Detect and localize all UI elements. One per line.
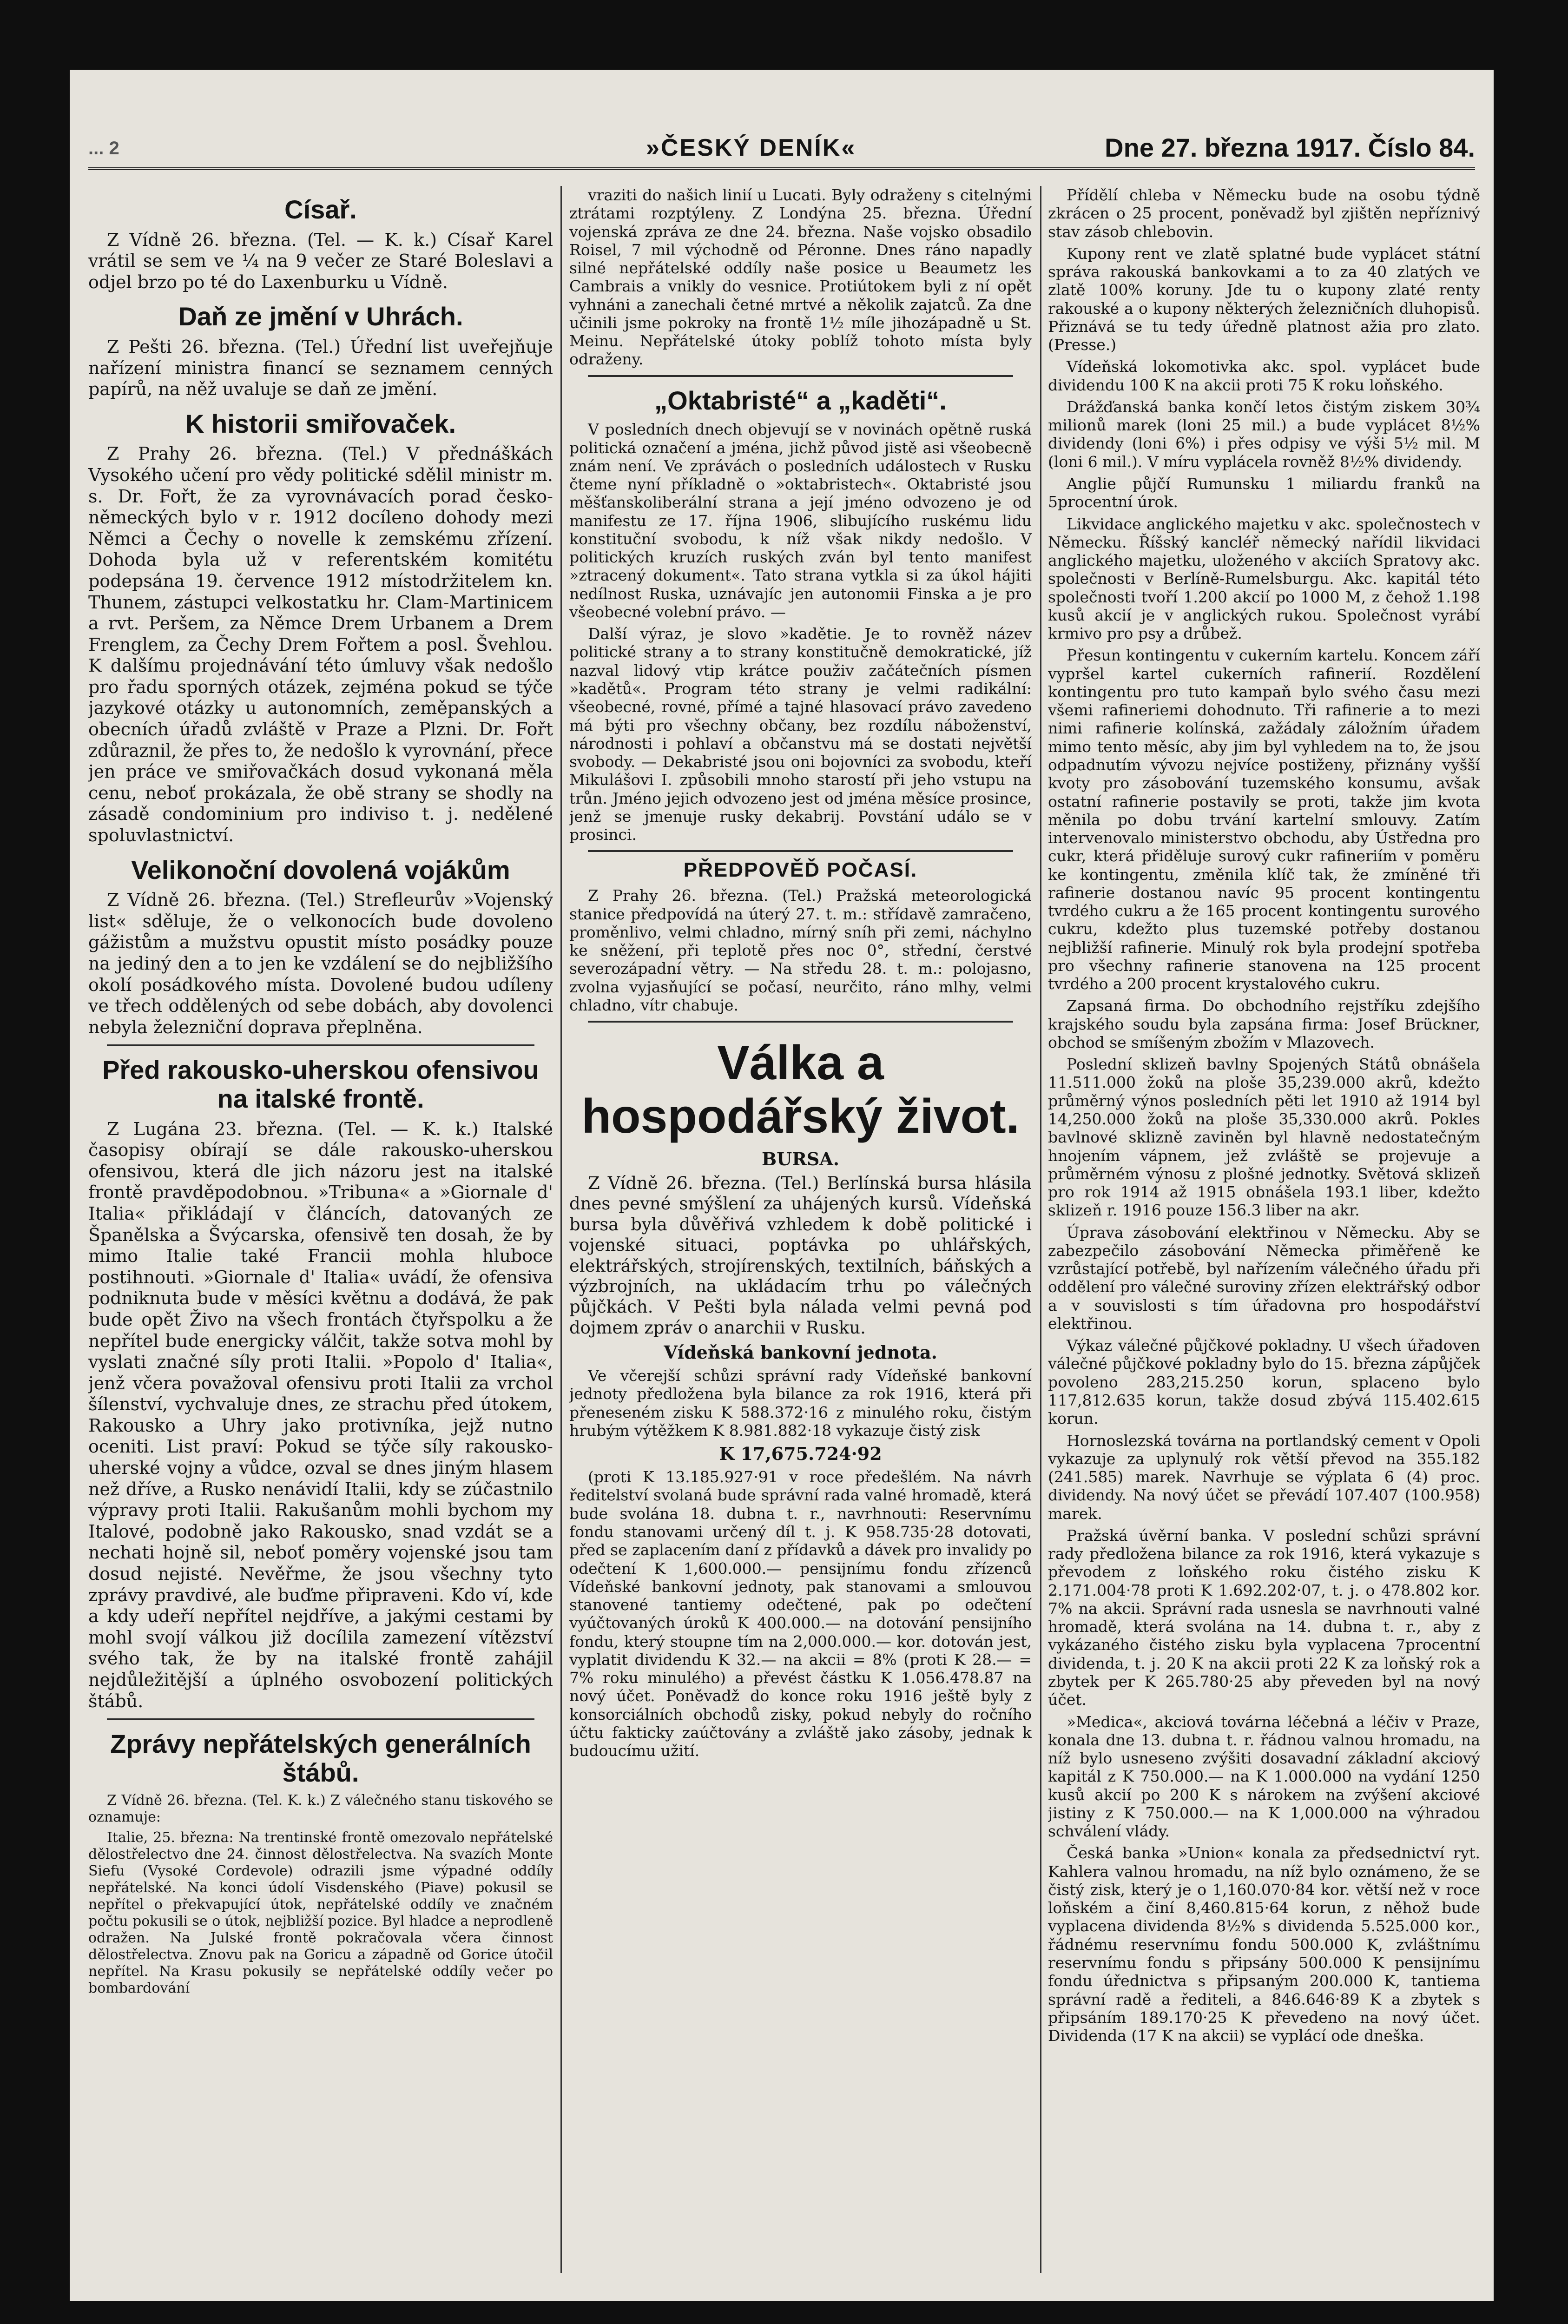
news-item: Zapsaná firma. Do obchodního rejstříku zdejšího krajského soudu byla zapsána firma: Josef Brückner, obchod se smíšeným zbožím v Mlazovech. (1048, 997, 1480, 1051)
article-text: Z Prahy 26. března. (Tel.) V přednáškách Vysokého učení pro vědy politické sdělil ministr m. s. Dr. Fořt, že za vyrovnávacích porad česko-německých bylo v r. 1912 docíleno dohody mezi Němci a Čechy o novelle k zemskému zřízení. Dohoda byla už v referentském komitétu podepsána 19. července 1912 místodržitelem kn. Thunem, zástupci velkostatku hr. Clam-Martinicem a rvt. Peršem, za Němce Drem Urbanem a Drem Frenglem, za Čechy Drem Fořtem a posl. Švehlou. K dalšímu projednávání této úmluvy však nedošlo pro řadu sporných otázek, zejména pokud se týče jazykové otázky u autonomních, zeměpanských a obecních úřadů zvláště v Praze a Plzni. Dr. Fořt zdůraznil, že přes to, že nedošlo k vyrovnání, přece jen práce ve smiřovačkách dosud vykonaná měla cenu, neboť prokázala, že obě strany se shodly na zásadě condominium pro indiviso t. j. nedělené spoluvlastnictví. (88, 443, 553, 846)
article-text: Italie, 25. března: Na trentinské frontě omezovalo nepřátelské dělostřelectvo dne 24. činnost dělostřelectva. Na svazích Monte Siefu (Vysoké Cordevole) odrazili jsme výpadné oddíly nepřátelské. Na konci údolí Visdenského (Piave) pokusil se nepřítel o překvapující útok, nepřátelské oddíly ve značném počtu pokusili se o útok, nejbližší pozice. Byl hladce a neprodleně odražen. Na Julské frontě pokračovala včera činnost dělostřelectva. Znovu pak na Goricu a západně od Gorice útočil nepřítel. Na Krasu pokusily se nepřátelské oddíly večer po bombardování (88, 1829, 553, 1997)
article-title: Vídeňská bankovní jednota. (664, 1342, 937, 1363)
article-title: PŘEDPOVĚĎ POČASÍ. (683, 858, 918, 882)
article-title: Daň ze jmění v Uhrách. (178, 302, 463, 331)
news-item: Česká banka »Union« konala za předsednictví ryt. Kahlera valnou hromadu, na níž bylo oznámeno, že se čistý zisk, který je o 1,160.070·84 kor. větší než v roce loňském a činí 8,460.815·64 korun, z něhož bude vyplacena dividenda 8½% s dividenda 5.525.000 kor., řádnému reservnímu fondu 500.000 K, zvláštnímu reservnímu fondu s připsány 500.000 K pensijnímu fondu úřednictva s připsaným 200.000 K, tantiema správní radě a řediteli, a 846.646·89 K a zbytek s připsáním 189.170·25 K převedeno na nový účet. Dividenda (17 K na akcii) se vyplácí ode dneška. (1048, 1844, 1480, 2045)
newspaper-title: »ČESKÝ DENÍK« (646, 134, 856, 161)
divider (107, 1718, 534, 1720)
news-item: Poslední sklizeň bavlny Spojených Států obnášela 11.511.000 žoků na ploše 35,239.000 akrů, kdežto průměrný výnos posledních pěti let 1910 až 1914 byl 14,250.000 žoků na ploše 35,330.000 akrů. Pokles bavlnové sklizně zaviněn byl hlavně nedostatečným hnojením vápnem, jež zvláště se projevuje a průměrném výnosu z plošné jednotky. Světová sklizeň pro rok 1914 až 1915 obnášela 193.1 liber, kdežto sklizeň r. 1916 pouze 156.3 liber na akr. (1048, 1055, 1480, 1220)
article-title: „Oktabristé“ a „kaděti“. (654, 385, 947, 415)
article-text: Z Pešti 26. března. (Tel.) Úřední list uveřejňuje nařízení ministra financí se seznamem cenných papírů, na něž uvaluje se daň ze jmění. (88, 336, 553, 400)
divider (588, 1021, 1013, 1023)
column-rule (560, 186, 562, 2273)
divider (107, 1044, 534, 1046)
news-item: »Medica«, akciová továrna léčebná a léčiv v Praze, konala dne 13. dubna t. r. řádnou valnou hromadu, na níž bylo usneseno zvýšiti dosavadní základní akciový kapitál z K 750.000.— na K 1.000.000 na vydání 1250 kusů akcií po 200 K s nárokem na zvýšení akciové jistiny z K 750.000.— na K 1,000.000 na výhradou schválení vlády. (1048, 1712, 1480, 1841)
article-text: Z Vídně 26. března. (Tel. — K. k.) Císař Karel vrátil se sem ve ¼ na 9 večer ze Staré Boleslavi a odjel brzo po té do Laxenburku u Vídně. (88, 229, 553, 292)
profit-figure: K 17,675.724·92 (719, 1443, 882, 1465)
article-text: Další výraz, je slovo »kadětie. Je to rovněž název politické strany a to strany konstitučně demokratické, jíž nazval lidový vtip krátce použiv začátečních písmen »kadětů«. Program této strany je velmi radikální: všeobecné, rovné, přímé a tajné hlasovací právo zavedeno má býti pro všechny občany, bez rozdílu náboženství, národnosti i pohlaví a občanstvu má se dostati největší svobody. — Dekabristé jsou oni bojovníci za svobodu, kteří Mikulášovi I. způsobili mnoho starostí při jeho vstupu na trůn. Jméno jejich odvozeno jest od jména měsíce prosince, jenž se jmenuje rusky dekabrij. Povstání událo se v prosinci. (569, 625, 1032, 844)
article-text: Ve včerejší schůzi správní rady Vídeňské bankovní jednoty předložena byla bilance za rok 1916, která při přeneseném zisku K 588.372·16 z minulého roku, čistým hrubým výtěžkem K 8.981.882·18 vykazuje čistý zisk (569, 1367, 1032, 1439)
article-text: Z Vídně 26. března. (Tel. K. k.) Z válečného stanu tiskového se oznamuje: (88, 1792, 553, 1826)
article-text: (proti K 13.185.927·91 v roce předešlém. Na návrh ředitelství svolaná bude správní rada valné hromadě, která bude svolána 18. dubna t. r., navrhnouti: Reservnímu fondu stanovami určený díl t. j. K 958.735·28 dotovati, před se zaplacením daní z přídavků a dávek pro invalidy po odečtení K 1,600.000.— pensijnímu fondu zřízenců Vídeňské bankovní jednoty, pak stanovami a smlouvou stanovené tantiemy odečtené, pak po odečtení vyúčtovaných úroků K 400.000.— na dotování pensijního fondu, který stoupne tím na 2,000.000.— kor. dotován jest, vyplatit dividendu K 32.— na akcii = 8% (proti K 28.— = 7% roku minulého) a převést částku K 1.056.478.87 na nový účet. Poněvadž do konce roku 1916 ještě byly z konsorciálních obchodů zisky, pokud nebyly do ročního účtu fakticky zaúčtovány a zvláště jako zásoby, jednak k budoucímu užití. (569, 1468, 1032, 1760)
section-subtitle: BURSA. (762, 1149, 839, 1169)
masthead (88, 107, 1475, 170)
article-title: Před rakousko-uherskou ofensivou na italské frontě. (102, 1055, 539, 1113)
article-text: vraziti do našich linií u Lucati. Byly odraženy s citelnými ztrátami rozptýleny. Z Londýna 25. března. Úřední vojenská zpráva ze dne 24. března. Naše vojsko obsadilo Roisel, 7 mil východně od Péronne. Dnes ráno napadly silné nepřátelské oddíly naše posice u Beaumetz les Cambrais a vnikly do vesnice. Protiútokem byli z ní opět vyhnáni a zanechali četné mrtvé a několik zajatců. Za dne učinili jsme pokroky na frontě 1½ míle jihozápadně u St. Meinu. Nepřátelské útoky poblíž tohoto místa byly odraženy. (569, 186, 1032, 369)
news-item: Úprava zásobování elektřinou v Německu. Aby se zabezpečilo zásobování Německa přiměřeně ke vzrůstající potřebě, byl nařízením válečného úřadu při oddělení pro válečné suroviny zřízen elektrářský odbor a v souvislosti s tím úřadovna pro hospodářství elektřinou. (1048, 1223, 1480, 1333)
newspaper-page (70, 70, 1494, 2301)
news-item: Přesun kontingentu v cukerním kartelu. Koncem září vypršel kartel cukerních rafinerií. Rozdělení kontingentu pro tuto kampaň bylo svého času mezi všemi rafineriemi dohodnuto. Tři rafinerie a to mezi nimi rafinerie kolínská, zažádaly záložním úřadem mimo tento měsíc, aby jim byl vyhledem na to, že jsou odpadnutím vývozu nejvíce postiženy, přiznány vyšší kvoty pro zásobování tuzemského konsumu, avšak ostatní rafinerie postavily se proti, takže jim kvota měnila po dobu trvání kartelní smlouvy. Zatím intervenovalo ministerstvo obchodu, aby Ústředna pro cukr, která přiděluje surový cukr rafineriím v poměru ke kontingentu, změnila klíč tak, že zmíněné tři rafinerie dostanou navíc 95 procent kontingentu tvrdého cukru a že 165 procent kontingentu surového cukru, kdežto plus tuzemské potřeby dostanou nejbližší rafinerie. Minulý rok byla prodejní spotřeba pro všechny rafinerie stanovena na 125 procent tvrdého a 200 procent krystalového cukru. (1048, 646, 1480, 993)
column-rule (1040, 186, 1041, 2273)
news-item: Anglie půjčí Rumunsku 1 miliardu franků na 5procentní úrok. (1048, 474, 1480, 511)
article-title: Císař. (284, 195, 357, 224)
news-item: Výkaz válečné půjčkové pokladny. U všech úřadoven válečné půjčkové pokladny bylo do 15. března zápůjček povoleno 283,215.250 korun, splaceno bylo 117,812.635 korun, takže dosud zbývá 115.402.615 korun. (1048, 1336, 1480, 1428)
article-title: Velikonoční dovolená vojákům (131, 855, 510, 885)
divider (588, 375, 1013, 377)
section-title: Válka a hospodářský život. (581, 1036, 1020, 1143)
article-text: Z Vídně 26. března. (Tel.) Strefleurův »Vojenský list« sděluje, že o velkonocích bude dovoleno gážistům a mužstvu opustit místo posádky pouze na jediný den a to jen ke vzdálení se do nejbližšího okolí posádkového místa. Dovolené budou udíleny ve třech oddělených od sebe dobách, aby dovolenci nebyla železniční doprava přeplněna. (88, 890, 553, 1037)
article-text: Z Lugána 23. března. (Tel. — K. k.) Italské časopisy obírají se dále rakousko-uherskou ofensivou, která dle jich názoru jest na italské frontě pravděpodobnou. »Tribuna« a »Giornale d' Italia« přikládají v článcích, datovaných ze Španělska a Švýcarska, ofensivě ten dosah, že by mimo Italie také Francii mohla hluboce postihnouti. »Giornale d' Italia« uvádí, že ofensiva podniknuta bude v měsíci květnu a dodává, že pak bude opět Živo na všech frontách čtyřspolku a že nepřítel bude energicky válčit, takže sotva mohl by vyslati značné síly proti Italii. »Popolo d' Italia«, jenž včera považoval ofensivu proti Italii za vrchol šílenství, vychvaluje dnes, ze strachu před útokem, Rakousko a Uhry jako protivníka, jejž nutno oceniti. List praví: Pokud se týče síly rakousko-uherské vojny a vůdce, ozval se dnes jiným hlasem než dříve, a Rusko nenávidí Italii, kdy se zúčastnilo výpravy proti Italii. Rakušanům mohli bychom my Italové, podobně jako Rakousko, snad vzdát se a nechati hojně sil, neboť poměry vojenské jsou tam dosud nejisté. Nevěřme, že jsou všechny tyto zprávy pravdivé, ale buďme připraveni. Kdo ví, kde a kdy udeří nepřítel nejdříve, a jakými cestami by mohl svojí válkou již docílila zamezení vítězství svého tak, že by na italské frontě zahájil nejdůležitější a úplného osvobození politických štábů. (88, 1118, 553, 1711)
issue-date: Dne 27. března 1917. Číslo 84. (1105, 133, 1475, 162)
divider (588, 850, 1013, 852)
news-item: Vídeňská lokomotivka akc. spol. vyplácet bude dividendu 100 K na akcii proti 75 K roku loňského. (1048, 357, 1480, 394)
column-2 (569, 186, 1032, 2282)
article-text: Z Vídně 26. března. (Tel.) Berlínská bursa hlásila dnes pevné smýšlení za uhájených kursů. Vídeňská bursa byla důvěřivá vzhledem k době politické i vojenské situaci, poptávka po uhlářských, elektrářských, strojírenských, textilních, báňských a výzbrojních, na ukládacím trhu po válečných půjčkách. V Pešti byla nálada velmi pevná pod dojmem zpráv o anarchii v Rusku. (569, 1173, 1032, 1338)
article-title: Zprávy nepřátelských generálních štábů. (110, 1729, 531, 1787)
page-number: ... 2 (88, 138, 119, 158)
news-item: Kupony rent ve zlatě splatné bude vyplácet státní správa rakouská bankovkami a to za 40 zlatých ve zlatě 100% koruny. Jde tu o kupony zlaté renty rakouské a o kupony některých železničních dluhopisů. Přiznává se tu tedy úředně platnost ažia pro zlato. (Presse.) (1048, 244, 1480, 354)
column-3 (1048, 186, 1480, 2282)
news-item: Hornoslezská továrna na portlandský cement v Opoli vykazuje za uplynulý rok větší převod na 355.182 (241.585) marek. Navrhuje se výplata 6 (4) proc. dividendy. Na nový účet se převádí 107.407 (100.958) marek. (1048, 1431, 1480, 1523)
news-item: Likvidace anglického majetku v akc. společnostech v Německu. Říšský kancléř německý nařídil likvidaci anglického majetku, uloženého v akciích Spratovy akc. společnosti v Berlíně-Rumelsburgu. Akc. kapitál této společnosti tvoří 1.200 akcií po 1000 M, z čehož 1.198 kusů akcií je v anglických rukou. Společnost vyrábí krmivo pro psy a drůbež. (1048, 515, 1480, 643)
news-item: Pražská úvěrní banka. V poslední schůzi správní rady předložena bilance za rok 1916, která vykazuje s převodem z loňského roku čistého zisku K 2.171.004·78 proti K 1.692.202·07, t. j. o 478.802 kor. 7% na akcii. Správní rada usnesla se navrhnouti valné hromadě, která svolána na 14. dubna t. r., aby z vykázaného čistého zisku byla vyplacena 7procentní dividenda, t. j. 20 K na akcii proti 22 K za loňský rok a zbytek per K 265.780·25 aby převeden byl na nový účet. (1048, 1526, 1480, 1709)
news-item: Přídělí chleba v Německu bude na osobu týdně zkrácen o 25 procent, poněvadž byl zjištěn nepříznivý stav zásob chlebovin. (1048, 186, 1480, 241)
article-title: K historii smiřovaček. (185, 409, 456, 438)
article-text: Z Prahy 26. března. (Tel.) Pražská meteorologická stanice předpovídá na úterý 27. t. m.: střídavě zamračeno, proměnlivo, velmi chladno, mírný sníh při zemi, náchylno ke sněžení, při teplotě přes noc 0°, střední, čerstvé severozápadní větry. — Na středu 28. t. m.: polojasno, zvolna vyjasňující se počasí, neurčito, ráno mlhy, velmi chladno, vítr chabuje. (569, 886, 1032, 1014)
news-item: Drážďanská banka končí letos čistým ziskem 30¾ milionů marek (loni 25 mil.) a bude vyplácet 8½% dividendy (loni 6%) i přes odpisy ve výši 5½ mil. M (loni 6 mil.). V míru vyplácela rovněž 8½% dividendy. (1048, 397, 1480, 471)
article-text: V posledních dnech objevují se v novinách opětně ruská politická označení a jména, jichž původ jistě asi všeobecně znám není. Ve zprávách o posledních událostech v Rusku čteme nyní příkladně o »oktabristech«. Oktabristé jsou měšťanskoliberální strana a její jméno odvozeno je od manifestu ze 17. října 1906, slibujícího ruskému lidu konstituční svobodu, k níž však nikdy nedošlo. V politických kruzích ruských zván byl tento manifest »ztracený dokument«. Tato strana vytkla si za úkol hájiti nedílnost Ruska, uznávajíc jen autonomii Finska a je pro všeobecné volební právo. — (569, 420, 1032, 621)
column-1 (88, 186, 553, 2282)
